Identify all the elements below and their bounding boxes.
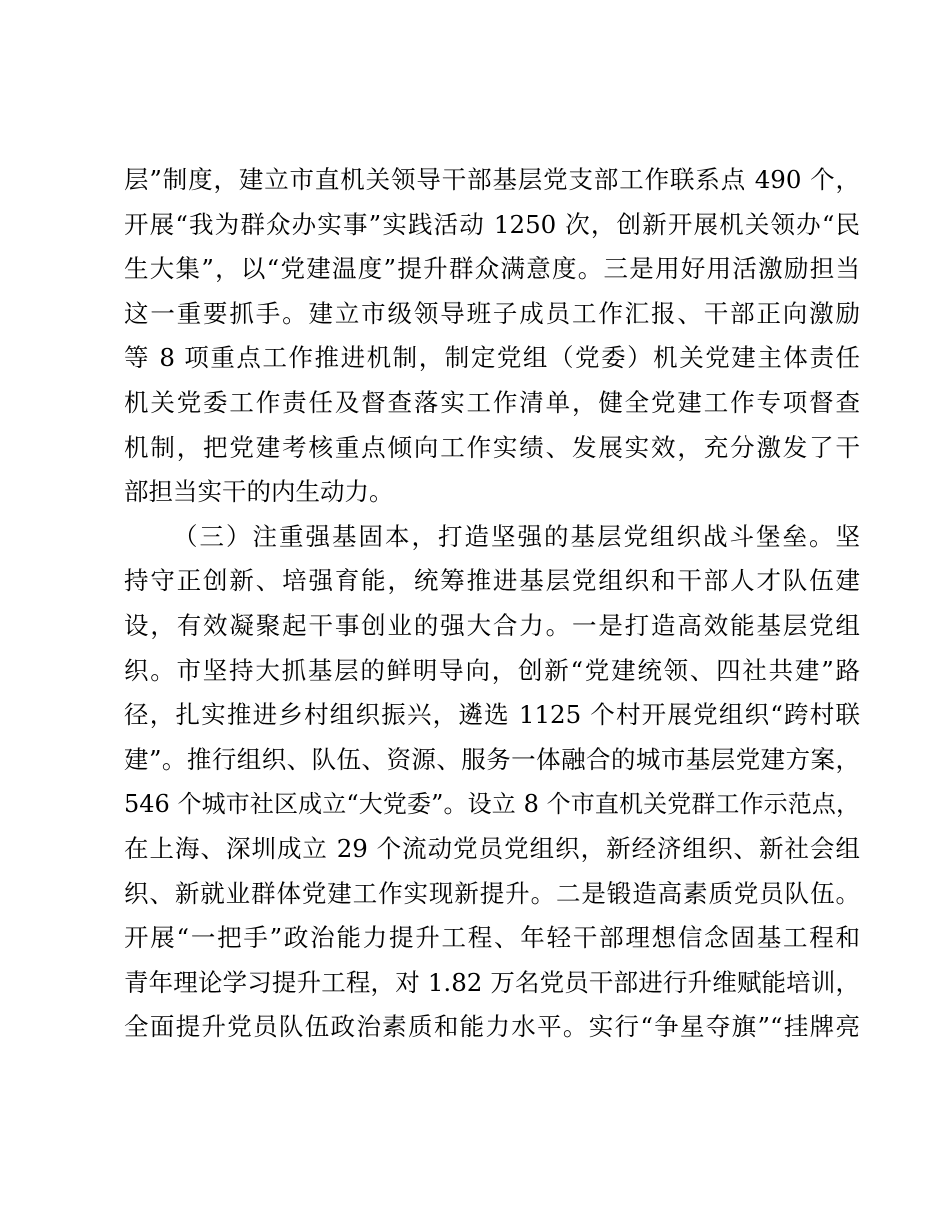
text-line: 径，扎实推进乡村组织振兴，遴选 1125 个村开展党组织“跨村联 <box>124 700 860 730</box>
text-line: 开展“我为群众办实事”实践活动 1250 次，创新开展机关领办“民 <box>124 209 860 239</box>
text-line: 机关党委工作责任及督查落实工作清单，健全党建工作专项督查 <box>124 387 860 417</box>
text-line: 等 8 项重点工作推进机制，制定党组（党委）机关党建主体责任 <box>124 343 860 373</box>
body-text <box>124 158 860 1050</box>
text-line: 这一重要抓手。建立市级领导班子成员工作汇报、干部正向激励 <box>124 298 860 328</box>
text-line: 设，有效凝聚起干事创业的强大合力。一是打造高效能基层党组 <box>124 610 860 640</box>
text-line: 在上海、深圳成立 29 个流动党员党组织，新经济组织、新社会组 <box>124 833 860 863</box>
text-line: 织。市坚持大抓基层的鲜明导向，创新“党建统领、四社共建”路 <box>124 655 860 685</box>
section-heading-line: （三）注重强基固本，打造坚强的基层党组织战斗堡垒。坚 <box>173 521 860 551</box>
text-line: 织、新就业群体党建工作实现新提升。二是锻造高素质党员队伍。 <box>124 878 860 908</box>
text-line: 机制，把党建考核重点倾向工作实绩、发展实效，充分激发了干 <box>124 432 860 462</box>
text-line: 层”制度，建立市直机关领导干部基层党支部工作联系点 490 个， <box>124 165 860 194</box>
text-line: 开展“一把手”政治能力提升工程、年轻干部理想信念固基工程和 <box>124 923 860 953</box>
text-line: 546 个城市社区成立“大党委”。设立 8 个市直机关党群工作示范点， <box>124 790 860 819</box>
text-line: 青年理论学习提升工程，对 1.82 万名党员干部进行升维赋能培训， <box>124 967 860 997</box>
text-line: 持守正创新、培强育能，统筹推进基层党组织和干部人才队伍建 <box>124 566 860 596</box>
text-line: 生大集”，以“党建温度”提升群众满意度。三是用好用活激励担当 <box>124 254 860 284</box>
text-line-paragraph-end: 部担当实干的内生动力。 <box>124 477 394 507</box>
text-line: 建”。推行组织、队伍、资源、服务一体融合的城市基层党建方案， <box>124 744 860 774</box>
text-line: 全面提升党员队伍政治素质和能力水平。实行“争星夺旗”“挂牌亮 <box>124 1012 860 1042</box>
